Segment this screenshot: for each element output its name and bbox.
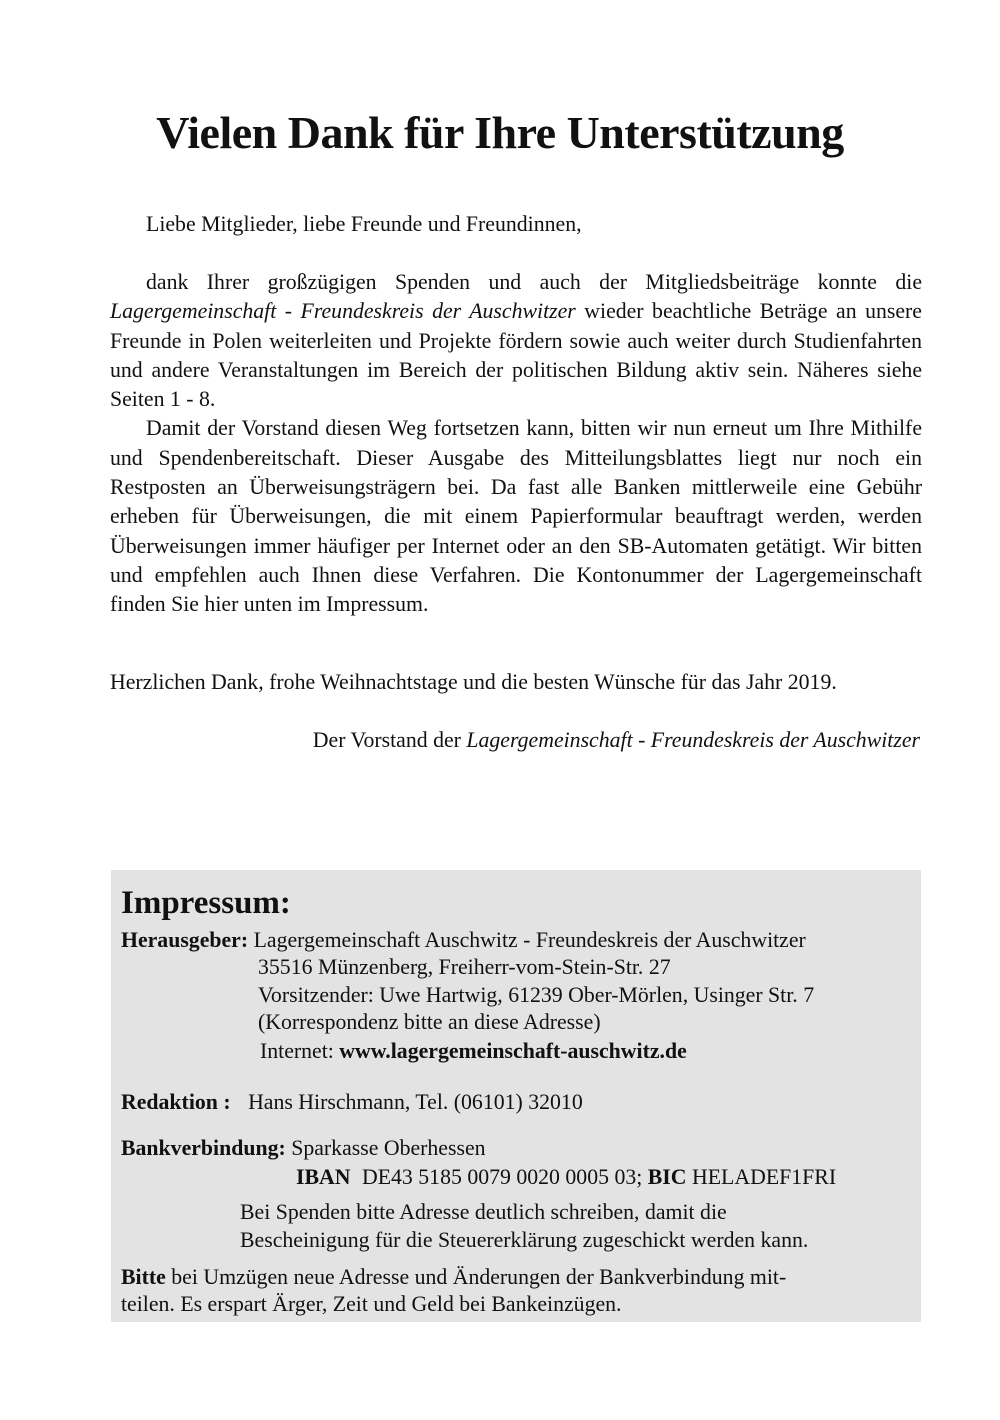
publisher-address: 35516 Münzenberg, Freiherr-vom-Stein-Str. 27 bbox=[258, 955, 671, 979]
bank-name: Sparkasse Oberhessen bbox=[291, 1136, 486, 1160]
publisher-row bbox=[121, 928, 806, 953]
signature-organization: Lagergemeinschaft - Freundeskreis der Auschwitzer bbox=[466, 728, 920, 752]
request-text: bei Umzügen neue Adresse und Änderungen der Bankverbindung mit- bbox=[165, 1265, 787, 1289]
editorial-row bbox=[121, 1090, 583, 1115]
donation-note-line-1: Bei Spenden bitte Adresse deutlich schreiben, damit die bbox=[240, 1200, 727, 1224]
iban-value: DE43 5185 0079 0020 0005 03; bbox=[361, 1165, 643, 1189]
publisher-note: (Korrespondenz bitte an diese Adresse) bbox=[258, 1010, 601, 1034]
bic-value: HELADEF1FRI bbox=[691, 1165, 837, 1189]
publisher-label: Herausgeber: bbox=[121, 928, 249, 952]
salutation: Liebe Mitglieder, liebe Freunde und Freundinnen, bbox=[146, 212, 582, 236]
bank-row bbox=[121, 1136, 486, 1161]
closing-thanks: Herzlichen Dank, frohe Weihnachtstage und die besten Wünsche für das Jahr 2019. bbox=[110, 670, 837, 694]
publisher-chair: Vorsitzender: Uwe Hartwig, 61239 Ober-Mörlen, Usinger Str. 7 bbox=[258, 983, 815, 1007]
editorial-value: Hans Hirschmann, Tel. (06101) 32010 bbox=[248, 1090, 583, 1114]
signature-prefix: Der Vorstand der bbox=[312, 728, 467, 752]
editorial-label: Redaktion : bbox=[121, 1090, 231, 1114]
organization-name: Lagergemeinschaft - Freundeskreis der Auschwitzer bbox=[110, 299, 576, 324]
internet-label: Internet: bbox=[260, 1039, 340, 1063]
request-line-1 bbox=[121, 1265, 786, 1290]
paragraph-1-start: dank Ihrer großzügigen Spenden und auch der Mitgliedsbeiträge konnte die bbox=[146, 270, 922, 294]
paragraph-1 bbox=[110, 268, 922, 414]
iban-row bbox=[296, 1165, 836, 1190]
paragraph-1-end: wieder beachtliche Beträge an unsere Freunde in Polen weiterleiten und Projekte fördern sowie auch weiter durch Studienfahrten und andere Veranstaltungen im Bereich der politischen Bildung aktiv sein. Näheres siehe Seiten 1 - 8. bbox=[110, 299, 922, 412]
iban-label: IBAN bbox=[296, 1165, 351, 1189]
bank-label: Bankverbindung: bbox=[121, 1136, 286, 1160]
signature bbox=[313, 726, 920, 755]
letter-body bbox=[110, 268, 922, 620]
page-title: Vielen Dank für Ihre Unterstützung bbox=[156, 107, 844, 158]
internet-link[interactable]: www.lagergemeinschaft-auschwitz.de bbox=[339, 1039, 687, 1063]
impressum-box bbox=[111, 870, 921, 1322]
donation-note-line-2: Bescheinigung für die Steuererklärung zugeschickt werden kann. bbox=[240, 1228, 809, 1252]
internet-row bbox=[260, 1039, 687, 1064]
paragraph-2: Damit der Vorstand diesen Weg fortsetzen kann, bitten wir nun erneut um Ihre Mithilfe und Spendenbereitschaft. Dieser Ausgabe des Mitteilungsblattes liegt nur noch ein Restposten an Überweisungsträgern bei. Da fast alle Banken mittlerweile eine Gebühr erheben für Überweisungen, die mit einem Papierformular beauftragt werden, werden Überweisungen immer häufiger per Internet oder an den SB-Automaten getätigt. Wir bitten und empfehlen auch Ihnen diese Verfahren. Die Kontonummer der Lagergemeinschaft finden Sie hier unten im Impressum. bbox=[110, 416, 922, 617]
bic-label: BIC bbox=[647, 1165, 687, 1189]
publisher-name: Lagergemeinschaft Auschwitz - Freundeskreis der Auschwitzer bbox=[253, 928, 806, 952]
request-bold: Bitte bbox=[121, 1265, 166, 1289]
request-line-2: teilen. Es erspart Ärger, Zeit und Geld bei Bankeinzügen. bbox=[121, 1292, 622, 1316]
impressum-title: Impressum: bbox=[121, 885, 291, 921]
